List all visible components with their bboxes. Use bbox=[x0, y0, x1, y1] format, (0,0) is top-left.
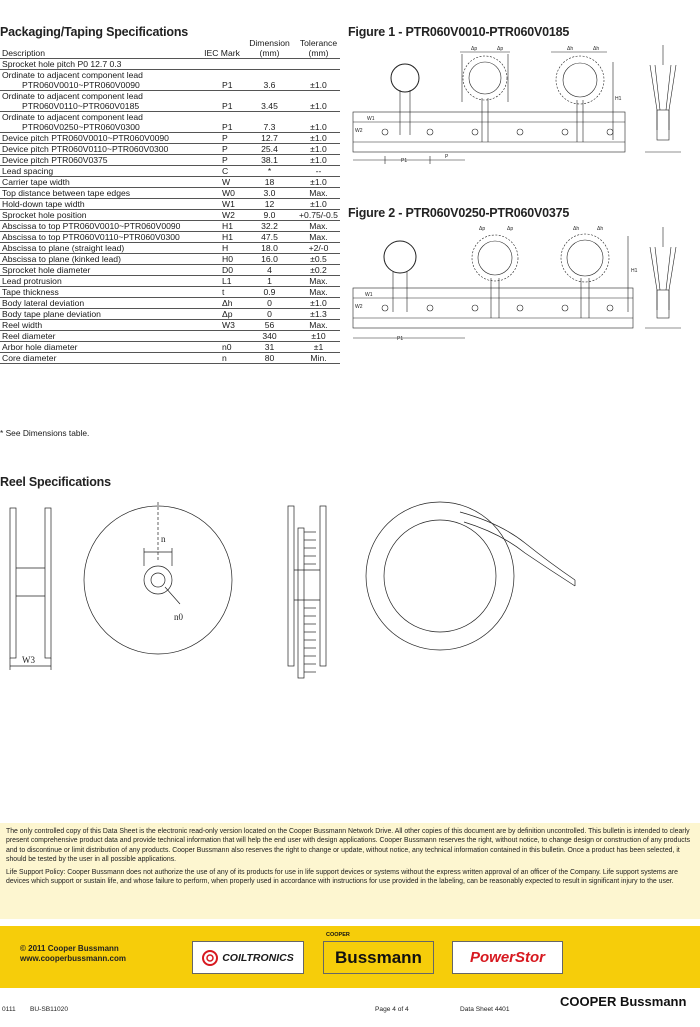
cell-description: Abscissa to top PTR060V0010~PTR060V0090 bbox=[0, 221, 202, 232]
footer-doc-number: BU-SB11020 bbox=[30, 1006, 68, 1013]
table-row bbox=[0, 320, 340, 331]
cell-tolerance: Max. bbox=[297, 276, 340, 287]
cell-iec-mark: t bbox=[202, 287, 242, 298]
cell-description: Lead protrusion bbox=[0, 276, 202, 287]
cell-description: Arbor hole diameter bbox=[0, 342, 202, 353]
cell-description: Device pitch PTR060V0375 bbox=[0, 155, 202, 166]
col-header-dimension: Dimension (mm) bbox=[242, 38, 297, 59]
svg-text:Δp: Δp bbox=[507, 226, 514, 232]
cell-description: Abscissa to top PTR060V0110~PTR060V0300 bbox=[0, 232, 202, 243]
svg-text:Δp: Δp bbox=[479, 226, 486, 232]
table-row bbox=[0, 133, 340, 144]
table-row bbox=[0, 144, 340, 155]
cell-dimension: 18.0 bbox=[242, 243, 297, 254]
table-row bbox=[0, 80, 340, 91]
packaging-spec-table bbox=[0, 38, 340, 364]
cell-dimension: 16.0 bbox=[242, 254, 297, 265]
cell-description: PTR060V0010~PTR060V0090 bbox=[0, 80, 202, 91]
svg-text:H1: H1 bbox=[631, 268, 638, 274]
reel-w3-label: W3 bbox=[22, 655, 35, 665]
cell-tolerance: Max. bbox=[297, 320, 340, 331]
table-row bbox=[0, 243, 340, 254]
table-row-caption bbox=[0, 91, 340, 102]
cell-dimension bbox=[242, 59, 297, 70]
row-caption: Ordinate to adjacent component lead bbox=[2, 112, 143, 122]
cell-dimension: 12.7 bbox=[242, 133, 297, 144]
cell-dimension: 0.9 bbox=[242, 287, 297, 298]
cell-description: Lead spacing bbox=[0, 166, 202, 177]
svg-text:P: P bbox=[445, 154, 449, 160]
table-row-caption bbox=[0, 70, 340, 81]
cell-iec-mark: L1 bbox=[202, 276, 242, 287]
cell-iec-mark: P bbox=[202, 155, 242, 166]
table-body bbox=[0, 59, 340, 364]
cell-dimension: 7.3 bbox=[242, 122, 297, 133]
cell-dimension: 4 bbox=[242, 265, 297, 276]
reel-n0-label: n0 bbox=[174, 612, 183, 622]
cell-description: Body lateral deviation bbox=[0, 298, 202, 309]
cell-iec-mark: n0 bbox=[202, 342, 242, 353]
cell-tolerance: Max. bbox=[297, 287, 340, 298]
cell-description: Abscissa to plane (straight lead) bbox=[0, 243, 202, 254]
col-header-tolerance: Tolerance (mm) bbox=[297, 38, 340, 59]
cell-iec-mark: H1 bbox=[202, 221, 242, 232]
footer-code: 0111 bbox=[2, 1006, 16, 1013]
svg-text:Δh: Δh bbox=[573, 226, 580, 232]
cell-dimension: 3.45 bbox=[242, 101, 297, 112]
cell-description: Tape thickness bbox=[0, 287, 202, 298]
svg-text:W2: W2 bbox=[355, 304, 363, 310]
bussmann-cooper-small: COOPER bbox=[326, 932, 350, 938]
reel-title: Reel Specifications bbox=[0, 475, 111, 489]
svg-text:P1: P1 bbox=[401, 158, 408, 164]
bussmann-logo bbox=[323, 941, 434, 974]
cell-iec-mark: W2 bbox=[202, 210, 242, 221]
table-row bbox=[0, 254, 340, 265]
disclaimer-text: The only controlled copy of this Data Sheet is the electronic read-only version located on the Cooper Bussmann Network Drive. All other copies of this document are by definition uncontrolled. This bulletin is intended to clearly present comprehensive product data and provide technical information that will help the end user with design applications. Cooper Bussmann reserves the right, without notice, to change design or construction of any products and to discontinue or limit distribution of any products. Cooper Bussmann also reserves the right to change or update, without notice, any technical information contained in this bulletin. Once a product has been selected, it should be tested by the user in all possible applications. bbox=[6, 828, 691, 864]
svg-text:W2: W2 bbox=[355, 128, 363, 134]
cell-description: Hold-down tape width bbox=[0, 199, 202, 210]
cell-description: Sprocket hole pitch P0 12.7 0.3 bbox=[0, 59, 202, 70]
table-row bbox=[0, 298, 340, 309]
cell-iec-mark: P bbox=[202, 144, 242, 155]
table-row bbox=[0, 177, 340, 188]
disclaimer-panel bbox=[0, 823, 700, 919]
reel-loaded-side-view bbox=[282, 498, 342, 688]
cell-dimension: 31 bbox=[242, 342, 297, 353]
cell-iec-mark: Δh bbox=[202, 298, 242, 309]
table-row bbox=[0, 155, 340, 166]
svg-text:Δp: Δp bbox=[497, 46, 504, 52]
table-header-row bbox=[0, 38, 340, 59]
cell-tolerance: +0.75/-0.5 bbox=[297, 210, 340, 221]
svg-text:Δh: Δh bbox=[593, 46, 600, 52]
reel-tape-unwind-view bbox=[360, 498, 600, 658]
cell-tolerance: ±1.0 bbox=[297, 144, 340, 155]
figure1-title: Figure 1 - PTR060V0010-PTR060V0185 bbox=[348, 25, 570, 39]
svg-text:Δp: Δp bbox=[471, 46, 478, 52]
cell-dimension: 3.0 bbox=[242, 188, 297, 199]
footer-sheet-number: Data Sheet 4401 bbox=[460, 1006, 510, 1013]
col-header-iec: IEC Mark bbox=[202, 38, 242, 59]
bussmann-footer-wordmark: Bussmann bbox=[619, 994, 687, 1009]
powerstor-wordmark: PowerStor bbox=[469, 949, 545, 966]
cell-tolerance: ±1.0 bbox=[297, 101, 340, 112]
cell-description: Sprocket hole diameter bbox=[0, 265, 202, 276]
cell-tolerance: ±1.0 bbox=[297, 133, 340, 144]
svg-text:H1: H1 bbox=[615, 96, 622, 102]
table-row bbox=[0, 166, 340, 177]
cell-iec-mark: P1 bbox=[202, 80, 242, 91]
cell-description: Carrier tape width bbox=[0, 177, 202, 188]
cell-description: Top distance between tape edges bbox=[0, 188, 202, 199]
cell-iec-mark: W1 bbox=[202, 199, 242, 210]
cell-iec-mark: P bbox=[202, 133, 242, 144]
cell-dimension: 1 bbox=[242, 276, 297, 287]
reel-side-view bbox=[0, 498, 70, 678]
cell-iec-mark: W0 bbox=[202, 188, 242, 199]
powerstor-logo bbox=[452, 941, 563, 974]
table-row bbox=[0, 188, 340, 199]
col-header-description: Description bbox=[0, 38, 202, 59]
table-row bbox=[0, 287, 340, 298]
cell-dimension: 3.6 bbox=[242, 80, 297, 91]
copyright-block bbox=[20, 944, 126, 964]
cell-dimension: 47.5 bbox=[242, 232, 297, 243]
cell-tolerance: ±10 bbox=[297, 331, 340, 342]
row-caption: Ordinate to adjacent component lead bbox=[2, 91, 143, 101]
cell-iec-mark: P1 bbox=[202, 101, 242, 112]
cell-dimension: 32.2 bbox=[242, 221, 297, 232]
cell-tolerance: ±0.2 bbox=[297, 265, 340, 276]
cell-tolerance: +2/-0 bbox=[297, 243, 340, 254]
cell-tolerance: ±1.0 bbox=[297, 155, 340, 166]
cell-description: Abscissa to plane (kinked lead) bbox=[0, 254, 202, 265]
cell-tolerance: ±1.0 bbox=[297, 199, 340, 210]
cell-dimension: 56 bbox=[242, 320, 297, 331]
cell-tolerance: Max. bbox=[297, 188, 340, 199]
cell-description: Device pitch PTR060V0010~PTR060V0090 bbox=[0, 133, 202, 144]
cell-tolerance: ±1.0 bbox=[297, 122, 340, 133]
table-row bbox=[0, 309, 340, 320]
cell-dimension: 340 bbox=[242, 331, 297, 342]
cell-iec-mark: Δp bbox=[202, 309, 242, 320]
cell-tolerance: Max. bbox=[297, 232, 340, 243]
table-row bbox=[0, 101, 340, 112]
cooper-wordmark: COOPER bbox=[560, 994, 617, 1009]
table-row bbox=[0, 265, 340, 276]
figure1-taping-diagram bbox=[345, 40, 695, 165]
cell-dimension: * bbox=[242, 166, 297, 177]
cell-iec-mark: W3 bbox=[202, 320, 242, 331]
svg-text:Δh: Δh bbox=[597, 226, 604, 232]
packaging-title: Packaging/Taping Specifications bbox=[0, 25, 189, 39]
coiltronics-wordmark: COILTRONICS bbox=[222, 951, 294, 964]
cell-tolerance: ±1 bbox=[297, 342, 340, 353]
coiltronics-swirl-icon bbox=[202, 950, 218, 966]
table-row bbox=[0, 210, 340, 221]
cell-iec-mark: H bbox=[202, 243, 242, 254]
cell-tolerance: Min. bbox=[297, 353, 340, 364]
table-row bbox=[0, 59, 340, 70]
cell-iec-mark: W bbox=[202, 177, 242, 188]
cell-description: Sprocket hole position bbox=[0, 210, 202, 221]
table-row bbox=[0, 221, 340, 232]
table-row bbox=[0, 199, 340, 210]
cell-iec-mark bbox=[202, 59, 242, 70]
cell-dimension: 18 bbox=[242, 177, 297, 188]
cell-dimension: 9.0 bbox=[242, 210, 297, 221]
cell-dimension: 0 bbox=[242, 298, 297, 309]
cell-description: Reel diameter bbox=[0, 331, 202, 342]
table-row bbox=[0, 342, 340, 353]
cell-tolerance: ±0.5 bbox=[297, 254, 340, 265]
life-support-policy-text: Life Support Policy: Cooper Bussmann does not authorize the use of any of its products for use in life support devices or systems without the express written approval of an officer of the Company. Life support systems are devices which support or sustain life, and whose failure to perform, when properly used in accordance with instructions for use provided in the labeling, can be reasonably expected to result in significant injury to the user. bbox=[6, 868, 678, 886]
table-row bbox=[0, 353, 340, 364]
cell-dimension: 25.4 bbox=[242, 144, 297, 155]
coiltronics-logo bbox=[192, 941, 304, 974]
cell-iec-mark: H0 bbox=[202, 254, 242, 265]
svg-text:W1: W1 bbox=[365, 292, 373, 298]
cell-iec-mark bbox=[202, 331, 242, 342]
cell-tolerance: ±1.3 bbox=[297, 309, 340, 320]
cell-tolerance bbox=[297, 59, 340, 70]
bussmann-wordmark: Bussmann bbox=[335, 947, 422, 967]
cell-description: PTR060V0110~PTR060V0185 bbox=[0, 101, 202, 112]
cell-tolerance: ±1.0 bbox=[297, 177, 340, 188]
table-row bbox=[0, 276, 340, 287]
cell-iec-mark: H1 bbox=[202, 232, 242, 243]
website-link[interactable]: www.cooperbussmann.com bbox=[20, 954, 126, 963]
figure2-title: Figure 2 - PTR060V0250-PTR060V0375 bbox=[348, 206, 570, 220]
cell-dimension: 38.1 bbox=[242, 155, 297, 166]
cell-iec-mark: n bbox=[202, 353, 242, 364]
cell-description: Body tape plane deviation bbox=[0, 309, 202, 320]
cell-tolerance: Max. bbox=[297, 221, 340, 232]
cell-description: Reel width bbox=[0, 320, 202, 331]
cell-description: Device pitch PTR060V0110~PTR060V0300 bbox=[0, 144, 202, 155]
row-caption: Ordinate to adjacent component lead bbox=[2, 70, 143, 80]
figure2-taping-diagram bbox=[345, 222, 695, 347]
reel-n-label: n bbox=[161, 534, 166, 544]
cell-iec-mark: D0 bbox=[202, 265, 242, 276]
svg-text:W1: W1 bbox=[367, 116, 375, 122]
svg-text:P1: P1 bbox=[397, 336, 404, 342]
copyright-text: © 2011 Cooper Bussmann bbox=[20, 944, 119, 953]
cell-dimension: 12 bbox=[242, 199, 297, 210]
footer-page-number: Page 4 of 4 bbox=[375, 1006, 409, 1013]
cell-dimension: 0 bbox=[242, 309, 297, 320]
cooper-bussmann-logo bbox=[560, 994, 686, 1009]
svg-text:Δh: Δh bbox=[567, 46, 574, 52]
cell-iec-mark: P1 bbox=[202, 122, 242, 133]
cell-tolerance: -- bbox=[297, 166, 340, 177]
table-row bbox=[0, 122, 340, 133]
cell-description: PTR060V0250~PTR060V0300 bbox=[0, 122, 202, 133]
cell-description: Core diameter bbox=[0, 353, 202, 364]
table-row-caption bbox=[0, 112, 340, 123]
table-row bbox=[0, 331, 340, 342]
table-row bbox=[0, 232, 340, 243]
cell-tolerance: ±1.0 bbox=[297, 80, 340, 91]
reel-front-view bbox=[82, 498, 242, 668]
cell-tolerance: ±1.0 bbox=[297, 298, 340, 309]
table-footnote: * See Dimensions table. bbox=[0, 428, 90, 438]
cell-dimension: 80 bbox=[242, 353, 297, 364]
cell-iec-mark: C bbox=[202, 166, 242, 177]
